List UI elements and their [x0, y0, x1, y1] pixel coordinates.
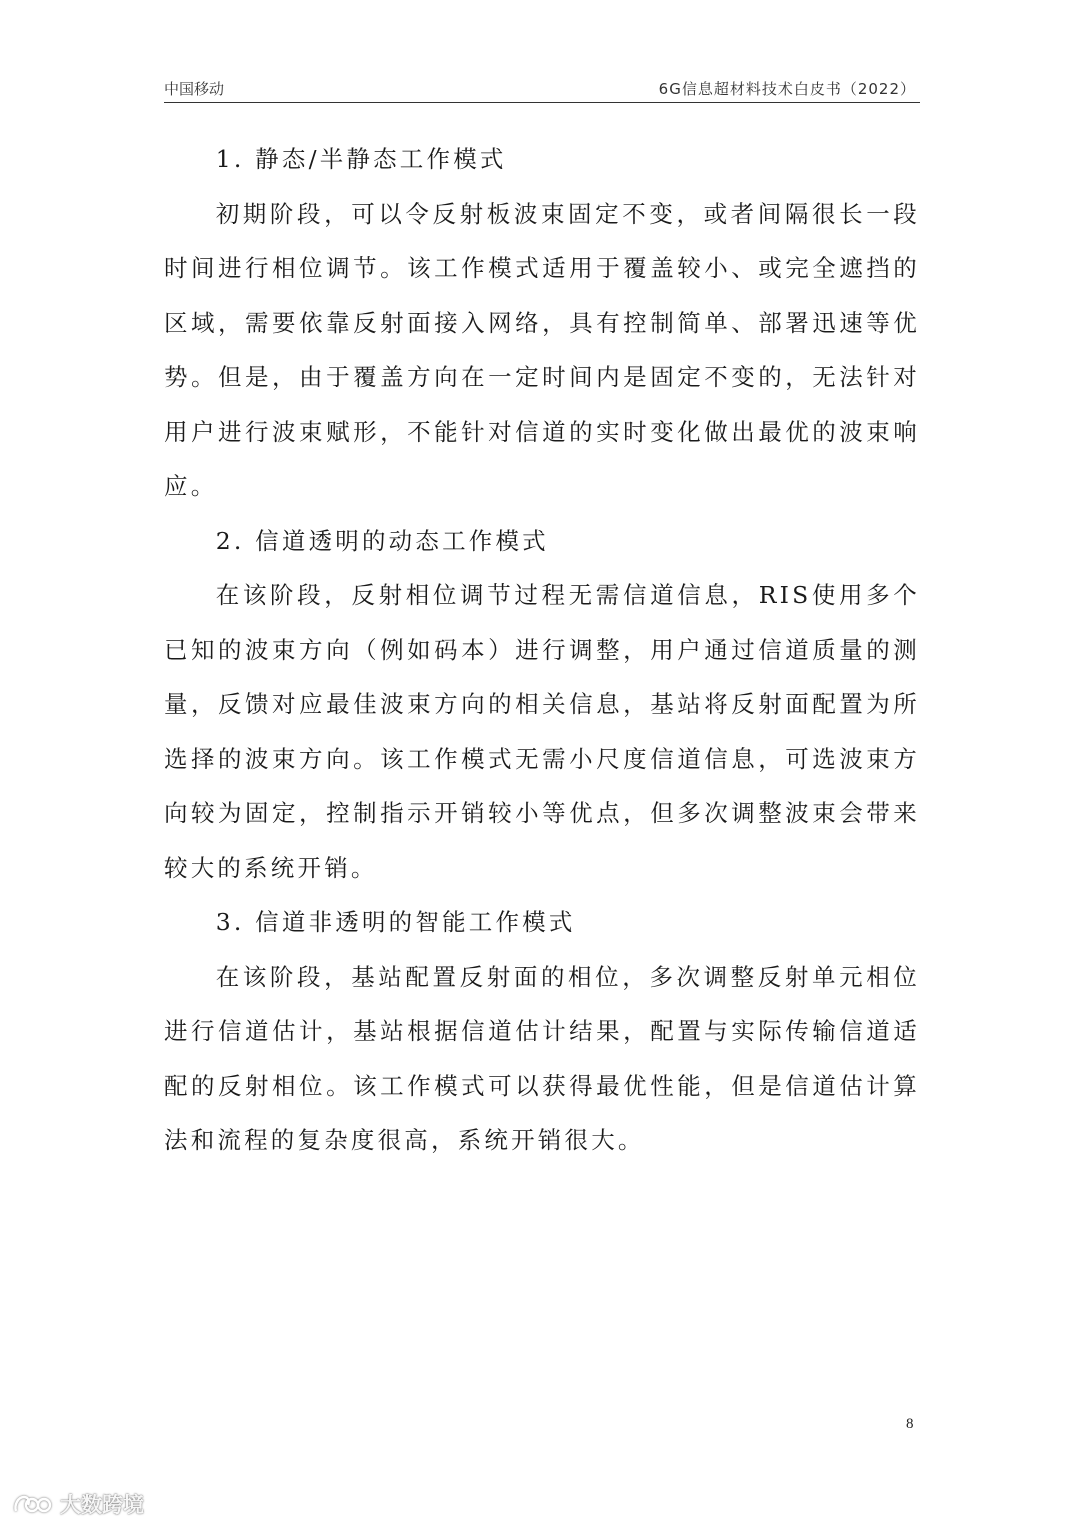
page-header — [164, 74, 920, 103]
paragraph-2: 在该阶段，反射相位调节过程无需信道信息，RIS使用多个已知的波束方向（例如码本）进行调整，用户通过信道质量的测量，反馈对应最佳波束方向的相关信息，基站将反射面配置为所选择的波束方向。该工作模式无需小尺度信道信息，可选波束方向较为固定，控制指示开销较小等优点，但多次调整波束会带来较大的系统开销。 — [164, 581, 920, 882]
header-organization: 中国移动 — [164, 80, 225, 98]
paragraph-1: 初期阶段，可以令反射板波束固定不变，或者间隔很长一段时间进行相位调节。该工作模式适用于覆盖较小、或完全遮挡的区域，需要依靠反射面接入网络，具有控制简单、部署迅速等优势。但是，由于覆盖方向在一定时间内是固定不变的，无法针对用户进行波束赋形，不能针对信道的实时变化做出最优的波束响应。 — [164, 199, 920, 500]
page-number: 8 — [906, 1416, 914, 1432]
header-document-title: 6G信息超材料技术白皮书（2022） — [658, 80, 916, 98]
section-heading-2: 2. 信道透明的动态工作模式 — [215, 526, 549, 555]
section-heading-3: 3. 信道非透明的智能工作模式 — [215, 908, 576, 936]
watermark-text: 大数跨境 — [60, 1493, 144, 1517]
brand-logo-icon — [12, 1491, 54, 1517]
paragraph-3: 在该阶段，基站配置反射面的相位，多次调整反射单元相位进行信道估计，基站根据信道估计结果，配置与实际传输信道适配的反射相位。该工作模式可以获得最优性能，但是信道估计算法和流程的复杂度很高，系统开销很大。 — [164, 962, 920, 1154]
watermark — [12, 1489, 144, 1519]
section-heading-1: 1. 静态/半静态工作模式 — [215, 145, 507, 173]
document-body — [164, 132, 920, 1168]
